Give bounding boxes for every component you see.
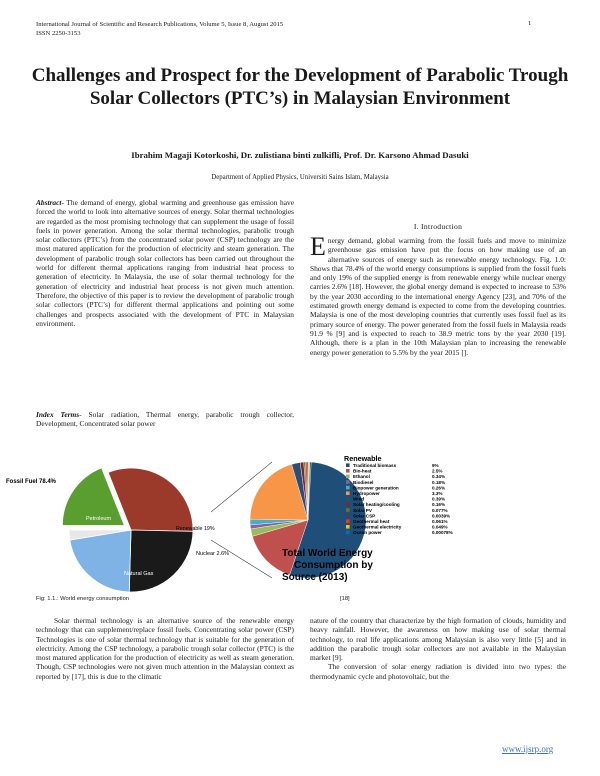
legend-swatch xyxy=(346,503,350,507)
legend-label: Wind xyxy=(353,496,365,502)
natural-gas-label: Natural Gas xyxy=(124,571,154,577)
legend-label: Biopower generation xyxy=(353,485,399,491)
introduction-body: nergy demand, global warming from the fossil fuels and move to minimize greenhouse gas emission have put the focus on how making use of an alternative sources of energy such as renewable energy technology. Fig. 1.0: Shows that 78.4% of the world energy consumptions is supplied from the fossil fuels and only 19% of the supplied energy is from renewable energy while nuclear energy carries 2.6% [18]. However, the global energy demand is expected to increase to 53% by the year 2030 according to the international energy Agency [23], and 70% of the estimated growth energy demand is expected to come from the developing countries. Malaysia is one of the most developing countries that currently uses fossil fuel as its primary source of energy. The power generated from the fossil fuels in Malaysia reads 91.9 % [9] and is expected to reach to 38.9 metric tons by the year 2030 [19]. Although, there is a plan in the 10th Malaysian plan to increasing the renewable energy power generation to 5.5% by the year 2015 []. xyxy=(310,236,566,357)
legend-swatch xyxy=(346,508,350,512)
figure-big-title-line1: Total World Energy xyxy=(282,548,373,559)
body-left-column xyxy=(36,616,294,681)
coal-label: Coal xyxy=(62,550,74,556)
legend-label: Solar heating/cooling xyxy=(353,502,400,508)
legend-swatch xyxy=(346,497,350,501)
authors: Ibrahim Magaji Kotorkoshi, Dr. zulistiana binti zulkifli, Prof. Dr. Karsono Ahmad Dasuki xyxy=(131,150,469,160)
legend-value: 0.26% xyxy=(432,485,446,491)
index-terms-text: - Solar radiation, Thermal energy, parabolic trough collector, Development, Concentrated solar power xyxy=(36,410,295,429)
body-paragraph: nature of the country that characterize by the high formation of clouds, humidity and heavy rainfall. However, the awareness on how making use of solar thermal technology, to real life applications among Malaysian is also very little [5] and in addition the parabolic trough solar collectors are not available in the Malaysian market [9]. xyxy=(310,616,566,663)
legend-swatch xyxy=(346,525,350,529)
legend-value: 2.5% xyxy=(432,468,443,474)
legend-swatch xyxy=(346,486,350,490)
legend-title: Renewable xyxy=(344,454,382,463)
pie-slice-natural-gas xyxy=(70,530,131,592)
section-heading-introduction: I. Introduction xyxy=(413,222,463,231)
legend-label: Traditional biomass xyxy=(353,463,397,468)
legend-swatch xyxy=(346,475,350,479)
introduction-text xyxy=(310,232,566,357)
legend-swatch xyxy=(346,491,350,495)
index-terms-label: Index Terms xyxy=(36,410,80,419)
pie-slice-coal xyxy=(129,530,193,592)
body-paragraph: Solar thermal technology is an alternative source of the renewable energy technology that can supplement/replace fossil fuels. Concentrating solar power (CSP) Technologies is one of solar thermal technology that is suitable for the generation of electricity. Among the CSP technology, a parabolic trough solar collector (PTC) is the most matured application for the production of electricity as well as steam generation. Though, CSP technologies were not given much attention in the Malaysian context as reported by [17], this is due to the climatic xyxy=(36,616,294,681)
legend-swatch xyxy=(346,531,350,535)
legend-value: 0.34% xyxy=(432,474,446,480)
legend-swatch xyxy=(346,469,350,473)
abstract-text: The demand of energy, global warming and greenhouse gas emission have forced the world to look into alternative sources of energy. Solar thermal technologies are regarded as the most promising technology that can supplement the usage of fossil fuels in power generation. Among the solar thermal technologies, parabolic trough solar collectors (PTC’s) from the concentrated solar power (CSP) technology are the most matured application for the production of electricity and steam generation. The development of parabolic trough solar collectors has been carried out throughout the world for different thermal applications ranging from industrial heat process to generation of electricity. In Malaysia, the use of solar thermal technology for the generation of electricity and industrial heat process is not given much attention. Therefore, the objective of this paper is to review the development of parabolic trough solar collectors (PTC’s) for different thermal applications and pointing out some challenges and prospects associated with the development of PTC in Malaysian environment. xyxy=(36,198,294,328)
body-paragraph: The conversion of solar energy radiation is divided into two types: the thermodynamic cycle and photovoltaic, but the xyxy=(310,662,566,681)
legend-swatch xyxy=(346,480,350,484)
journal-line: International Journal of Scientific and Research Publications, Volume 5, Issue 8, August 2015 xyxy=(36,21,284,28)
renewable-slice-label: Renewable 19% xyxy=(176,526,215,532)
renewable-legend xyxy=(346,463,453,535)
legend-value: 0.061% xyxy=(432,519,448,524)
fossil-fuel-label: Fossil Fuel 78.4% xyxy=(6,479,57,485)
journal-header xyxy=(36,20,556,38)
legend-value: 0.16% xyxy=(432,502,446,508)
abstract xyxy=(36,198,294,328)
legend-value: 0.0039% xyxy=(432,513,451,519)
legend-label: Solar CSP xyxy=(353,513,376,519)
body-right-column xyxy=(310,616,566,681)
page-number: 1 xyxy=(528,20,532,27)
legend-value: 0.00078% xyxy=(432,530,453,536)
legend-value: 0.049% xyxy=(432,524,448,530)
legend-label: Biodiesel xyxy=(353,479,374,485)
legend-swatch xyxy=(346,514,350,518)
legend-value: 0.077% xyxy=(432,507,448,513)
issn: ISSN 2250-3153 xyxy=(36,30,81,37)
figure-reference: [18] xyxy=(340,596,350,602)
legend-swatch xyxy=(346,463,350,467)
figure-big-title-line3: Source (2013) xyxy=(282,572,348,583)
legend-value: 0.39% xyxy=(432,496,446,502)
legend-value: 0.18% xyxy=(432,479,446,485)
legend-label: Hydropower xyxy=(353,491,380,496)
legend-value: 3.3% xyxy=(432,491,443,496)
legend-value: 9% xyxy=(432,463,439,468)
petroleum-label: Petroleum xyxy=(86,516,112,522)
paper-title: Challenges and Prospect for the Development of Parabolic Trough Solar Collectors (PTC’s) in Malaysian Environment xyxy=(31,65,569,109)
affiliation: Department of Applied Physics, Universiti Sains Islam, Malaysia xyxy=(211,174,389,181)
energy-figure xyxy=(6,450,566,590)
figure-caption: Fig: 1.1.: World energy consumption xyxy=(36,596,130,602)
figure-big-title-line2: Consumption by xyxy=(294,560,373,571)
legend-label: Solar PV xyxy=(353,507,372,513)
index-terms xyxy=(36,410,294,429)
legend-label: Ethanol xyxy=(353,474,370,480)
legend-swatch xyxy=(346,519,350,523)
legend-label: Geothermal heat xyxy=(353,519,390,524)
legend-label: Bio-heat xyxy=(353,468,372,474)
abstract-label: Abstract- xyxy=(36,198,64,207)
drop-cap: E xyxy=(310,232,326,261)
legend-label: Geothermal electricity xyxy=(353,524,402,530)
nuclear-label: Nuclear 2.6% xyxy=(196,551,230,557)
legend-label: Ocean power xyxy=(353,530,382,536)
journal-url-link[interactable]: www.ijsrp.org xyxy=(502,744,554,754)
